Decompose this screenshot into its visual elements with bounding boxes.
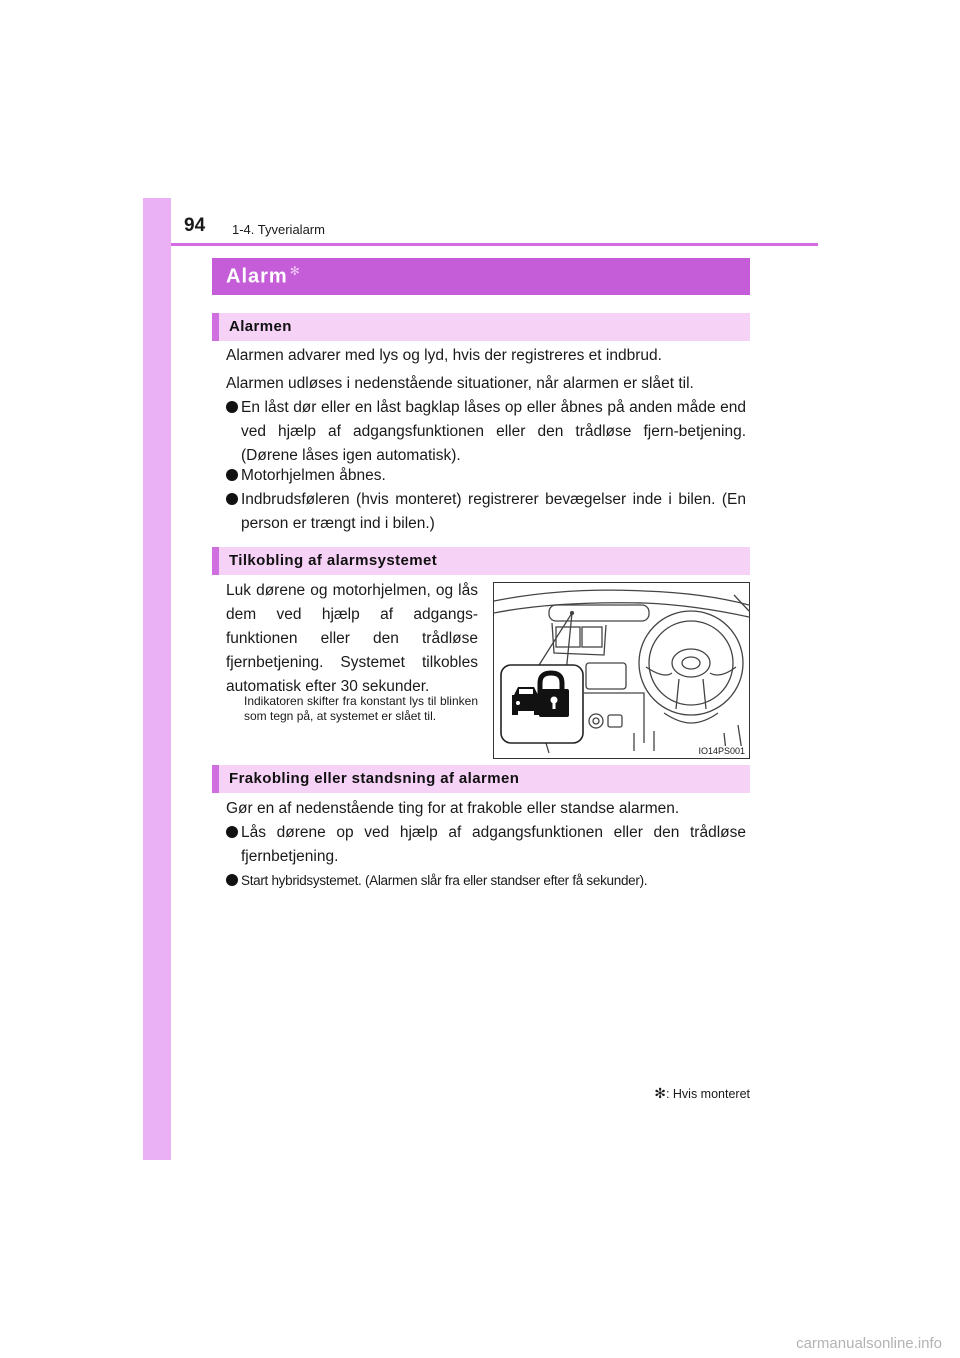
tilkobling-text: Luk dørene og motorhjelmen, og lås dem ved hjælp af adgangs-funktionen eller den trådløse fjernbetjening. Systemet tilkobles automatisk efter 30 sekunder.: [226, 582, 478, 695]
footnote: [650, 1085, 750, 1102]
bullet-icon: [226, 493, 238, 505]
section-heading-text: Alarmen: [229, 318, 292, 335]
page-title-text: Alarm: [226, 265, 288, 288]
section-heading-tilkobling: [212, 547, 750, 575]
list-item-text: En låst dør eller en låst bagklap låses op eller åbnes på anden måde end ved hjælp af adgangsfunktionen eller den trådløse fjern-betjening. (Dørene låses igen automatisk).: [241, 399, 746, 464]
running-head: 1-4. Tyverialarm: [232, 222, 325, 237]
bullet-icon: [226, 826, 238, 838]
list-item: [226, 869, 746, 893]
figure-code: IO14PS001: [698, 746, 745, 756]
title-bar: [212, 258, 750, 295]
section-heading-text: Tilkobling af alarmsystemet: [229, 552, 438, 569]
list-item-text: Start hybridsystemet. (Alarmen slår fra eller standser efter få sekunder).: [241, 873, 648, 888]
list-item-text: Lås dørene op ved hjælp af adgangsfunktionen eller den trådløse fjernbetjening.: [241, 824, 746, 865]
bullet-icon: [226, 874, 238, 886]
bullet-icon: [226, 469, 238, 481]
footnote-text: : Hvis monteret: [665, 1087, 750, 1101]
list-item: [226, 488, 746, 536]
list-item: [226, 396, 746, 468]
section-heading-text: Frakobling eller standsning af alarmen: [229, 770, 520, 787]
side-strip: [143, 198, 171, 1160]
watermark: carmanualsonline.info: [796, 1335, 942, 1352]
list-item: [226, 464, 746, 488]
page-number: 94: [184, 215, 206, 236]
section-heading-frakobling: [212, 765, 750, 793]
frakobling-intro: Gør en af nedenstående ting for at frakoble eller standse alarmen.: [226, 800, 680, 817]
list-item-text: Motorhjelmen åbnes.: [241, 467, 386, 484]
footnote-marker: ✻: [654, 1085, 666, 1101]
section-heading-alarmen: [212, 313, 750, 341]
dashboard-illustration: [493, 582, 750, 759]
dashboard-drawing: [494, 583, 749, 758]
page-title: [226, 264, 301, 289]
list-item: [226, 821, 746, 869]
bullet-icon: [226, 401, 238, 413]
header-rule: [171, 243, 818, 246]
alarmen-intro-1: Alarmen advarer med lys og lyd, hvis der registreres et indbrud.: [226, 347, 662, 364]
alarmen-intro-2: Alarmen udløses i nedenstående situationer, når alarmen er slået til.: [226, 375, 694, 392]
list-item-text: Indbrudsføleren (hvis monteret) registrerer bevægelser inde i bilen. (En person er trængt ind i bilen.): [241, 491, 746, 532]
tilkobling-note: Indikatoren skifter fra konstant lys til blinken som tegn på, at systemet er slået til.: [244, 694, 478, 723]
if-equipped-marker: ✻: [289, 264, 301, 278]
